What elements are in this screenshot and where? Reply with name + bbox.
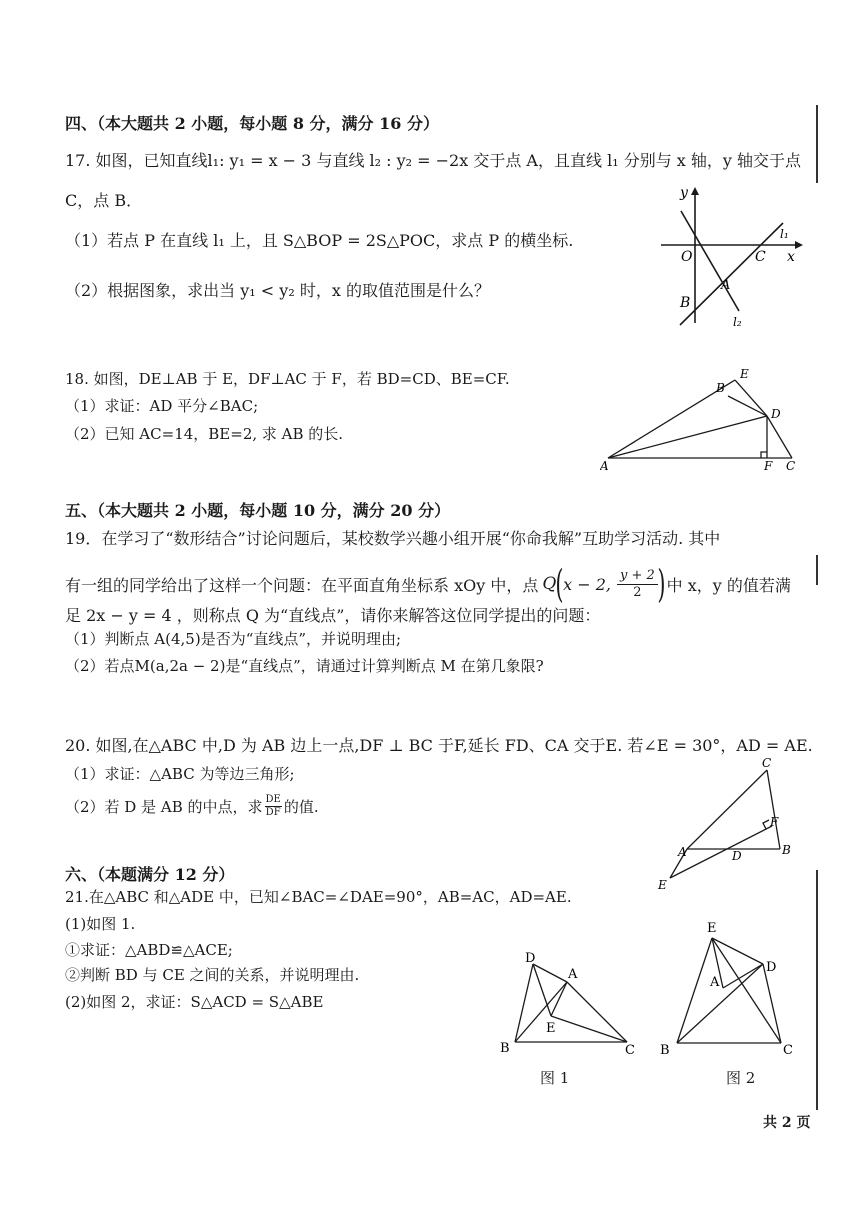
paren-left: ( [555, 562, 564, 606]
q18-part1: （1）求证：AD 平分∠BAC; [65, 397, 259, 415]
q21-claim2: ②判断 BD 与 CE 之间的关系，并说明理由. [65, 966, 360, 984]
q17-figure [655, 183, 810, 335]
q21-sub2: (2)如图 2，求证：S△ACD = S△ABE [65, 993, 324, 1011]
fig20-label-a: A [678, 845, 687, 859]
fig20-label-f: F [770, 815, 779, 829]
segment-ac [567, 982, 627, 1042]
point-q-label: Q [542, 574, 557, 594]
q19-line3: 足 2x − y = 4 ，则称点 Q 为“直线点”，请你来解答这位同学提出的问题： [65, 606, 601, 625]
paren-right: ) [657, 562, 666, 606]
q17-part2: （2）根据图象，求出当 y₁ < y₂ 时，x 的取值范围是什么？ [65, 281, 490, 300]
segment-ba [515, 982, 567, 1042]
fig17-label-l1: l₁ [780, 227, 789, 241]
section-4-header: 四、（本大题共 2 小题，每小题 8 分，满分 16 分） [65, 114, 439, 133]
q17-part1: （1）若点 P 在直线 l₁ 上，且 S△BOP = 2S△POC，求点 P 的横坐标. [65, 231, 574, 250]
section-6-header: 六、（本题满分 12 分） [65, 865, 235, 884]
segment-ec [712, 938, 781, 1043]
fig20-label-d: D [732, 849, 742, 863]
fig1-label-d: D [525, 951, 536, 966]
right-angle-mark [761, 452, 767, 458]
q-frac-den: 2 [633, 584, 642, 600]
segment-ad [608, 416, 767, 458]
x-arrow-icon [795, 241, 803, 249]
fig20-label-c: C [762, 756, 772, 770]
q20-part2 [65, 794, 319, 819]
fig1-label-e: E [546, 1021, 556, 1036]
q20-part1: （1）求证：△ABC 为等边三角形; [65, 765, 295, 783]
fig17-label-y: y [680, 185, 688, 201]
fig17-label-b: B [680, 295, 691, 311]
fig17-label-x: x [787, 249, 795, 265]
segment-ae [551, 982, 567, 1016]
fig2-label-d: D [766, 960, 777, 975]
q19-line2-tail: 中 x，y 的值若满 [666, 575, 791, 595]
q21-stem: 21.在△ABC 和△ADE 中，已知∠BAC=∠DAE=90°，AB=AC，AD=AE. [65, 888, 572, 906]
frac-num-de: DE [265, 794, 281, 805]
fig18-label-f: F [764, 459, 773, 473]
scan-edge-line [816, 105, 818, 183]
segment-ac [687, 770, 767, 849]
segment-ec [551, 1016, 627, 1042]
q20-stem: 20. 如图,在△ABC 中,D 为 AB 边上一点,DF ⊥ BC 于F,延长 FD、CA 交于E. 若∠E = 30°，AD = AE. [65, 736, 813, 755]
fig18-label-c: C [786, 459, 796, 473]
de-df-fraction [265, 794, 282, 819]
q19-part2: （2）若点M(a,2a − 2)是“直线点”，请通过计算判断点 M 在第几象限? [65, 657, 544, 675]
q20-part2-tail: 的值. [283, 798, 319, 816]
q18-figure [600, 366, 805, 476]
figure-2-caption: 图 2 [726, 1069, 756, 1087]
fig17-label-a: A [721, 278, 731, 293]
segment-ed [712, 938, 763, 964]
fig2-label-a: A [710, 975, 720, 990]
q19-line2-text: 有一组的同学给出了这样一个问题：在平面直角坐标系 xOy 中，点 [65, 575, 539, 595]
segment-db [515, 964, 533, 1042]
fig20-label-e: E [658, 878, 667, 892]
section-5-header: 五、（本大题共 2 小题，每小题 10 分，满分 20 分） [65, 501, 451, 520]
fig18-label-d: D [771, 407, 781, 421]
fig20-label-b: B [782, 843, 791, 857]
fig18-label-e: E [740, 367, 749, 381]
fig17-label-l2: l₂ [733, 315, 742, 329]
q20-figure [652, 756, 797, 896]
fig2-label-e: E [707, 921, 717, 936]
scan-edge-line [816, 870, 818, 1110]
q21-figure-2 [655, 918, 800, 1060]
q-coord-x: x − 2, [563, 574, 611, 594]
q18-stem: 18. 如图，DE⊥AB 于 E，DF⊥AC 于 F，若 BD=CD、BE=CF. [65, 370, 510, 388]
q19-line1: 19．在学习了“数形结合”讨论问题后，某校数学兴趣小组开展“你命我解”互助学习活动. 其中 [65, 529, 721, 548]
q20-part2-text: （2）若 D 是 AB 的中点，求 [65, 798, 263, 816]
q21-claim1: ①求证：△ABD≌△ACE; [65, 941, 233, 959]
segment-cb [767, 770, 780, 849]
q19-part1: （1）判断点 A(4,5)是否为“直线点”，并说明理由; [65, 630, 402, 648]
q19-line2 [65, 562, 791, 606]
scan-edge-line [816, 555, 818, 585]
segment-bd [728, 396, 767, 416]
fig17-label-c: C [755, 249, 766, 265]
fig1-label-b: B [500, 1041, 510, 1056]
q17-stem-line1: 17. 如图，已知直线l₁: y₁ = x − 3 与直线 l₂ : y₂ = −2x 交于点 A，且直线 l₁ 分别与 x 轴，y 轴交于点 [65, 151, 802, 170]
fig1-label-c: C [625, 1043, 635, 1058]
fig17-label-o: O [681, 249, 693, 265]
q21-sub1: (1)如图 1. [65, 915, 136, 933]
page-footer: 共 2 页 [763, 1115, 811, 1131]
q18-part2: （2）已知 AC=14，BE=2, 求 AB 的长. [65, 425, 344, 443]
fig2-label-c: C [783, 1043, 793, 1058]
q21-figure-1 [495, 946, 640, 1061]
segment-ed [735, 380, 767, 416]
fig2-label-b: B [660, 1043, 670, 1058]
fig18-label-a: A [600, 459, 609, 473]
q-frac-num: y + 2 [617, 568, 658, 585]
y-arrow-icon [691, 187, 699, 195]
segment-dc [767, 416, 792, 458]
frac-den-df: DF [265, 807, 281, 818]
segment-dc [763, 964, 781, 1043]
fig18-label-b: B [716, 381, 725, 395]
fig1-label-a: A [568, 967, 578, 982]
q-coord-fraction [617, 568, 658, 601]
q17-stem-line2: C，点 B． [65, 191, 143, 210]
figure-1-caption: 图 1 [540, 1069, 570, 1087]
